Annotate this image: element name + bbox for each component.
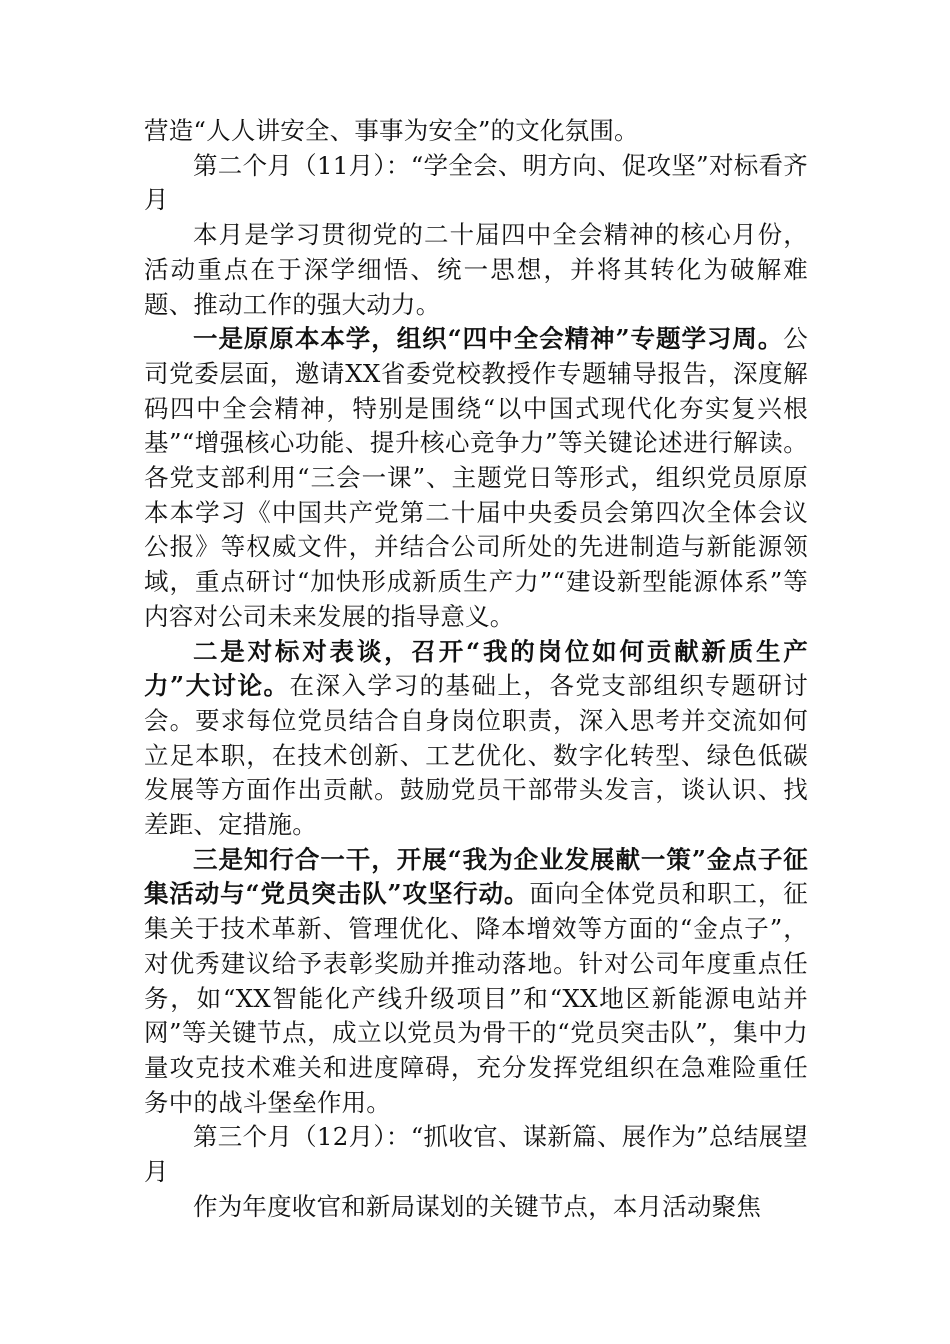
paragraph-text: 本月是学习贯彻党的二十届四中全会精神的核心月份，活动重点在于深学细悟、统一思想，并将其转化为破解难题、推动工作的强大动力。 (144, 220, 808, 319)
paragraph-lead: 二是对标对表谈，召开“我的岗位如何贡献新质生产力”大讨论。 (144, 636, 808, 701)
paragraph-lead: 三是知行合一干，开展“我为企业发展献一策”金点子征集活动与“党员突击队”攻坚行动。 (144, 844, 808, 909)
paragraph-text: 作为年度收官和新局谋划的关键节点，本月活动聚焦 (193, 1191, 762, 1221)
heading-third-month (144, 1120, 808, 1189)
paragraph-intro-second-month (144, 218, 808, 322)
paragraph-point-one (144, 322, 808, 634)
paragraph-text: 第三个月（12月）：“抓收官、谋新篇、展作为”总结展望月 (144, 1122, 808, 1187)
paragraph-text: 第二个月（11月）：“学全会、明方向、促攻坚”对标看齐月 (144, 150, 808, 215)
paragraph-lead: 一是原原本本学，组织“四中全会精神”专题学习周。 (193, 324, 784, 354)
paragraph-closing-line (144, 114, 808, 149)
paragraph-text: 在深入学习的基础上，各党支部组织专题研讨会。要求每位党员结合自身岗位职责，深入思考并交流如何立足本职，在技术创新、工艺优化、数字化转型、绿色低碳发展等方面作出贡献。鼓励党员干部带头发言，谈认识、找差距、定措施。 (144, 671, 809, 840)
document-body (144, 114, 808, 1225)
paragraph-text: 公司党委层面，邀请XX省委党校教授作专题辅导报告，深度解码四中全会精神，特别是围绕“以中国式现代化夯实复兴根基”“增强核心功能、提升核心竞争力”等关键论述进行解读。各党支部利用“三会一课”、主题党日等形式，组织党员原原本本学习《中国共产党第二十届中央委员会第四次全体会议公报》等权威文件，并结合公司所处的先进制造与新能源领域，重点研讨“加快形成新质生产力”“建设新型能源体系”等内容对公司未来发展的指导意义。 (144, 324, 808, 631)
paragraph-text: 营造“人人讲安全、事事为安全”的文化氛围。 (144, 116, 639, 145)
paragraph-intro-third-month (144, 1190, 808, 1225)
paragraph-point-three (144, 843, 808, 1121)
heading-second-month (144, 149, 808, 218)
paragraph-point-two (144, 635, 808, 843)
paragraph-text: 面向全体党员和职工，征集关于技术革新、管理优化、降本增效等方面的“金点子”，对优秀建议给予表彰奖励并推动落地。针对公司年度重点任务，如“XX智能化产线升级项目”和“XX地区新能源电站并网”等关键节点，成立以党员为骨干的“党员突击队”，集中力量攻克技术难关和进度障碍，充分发挥党组织在急难险重任务中的战斗堡垒作用。 (144, 879, 808, 1117)
